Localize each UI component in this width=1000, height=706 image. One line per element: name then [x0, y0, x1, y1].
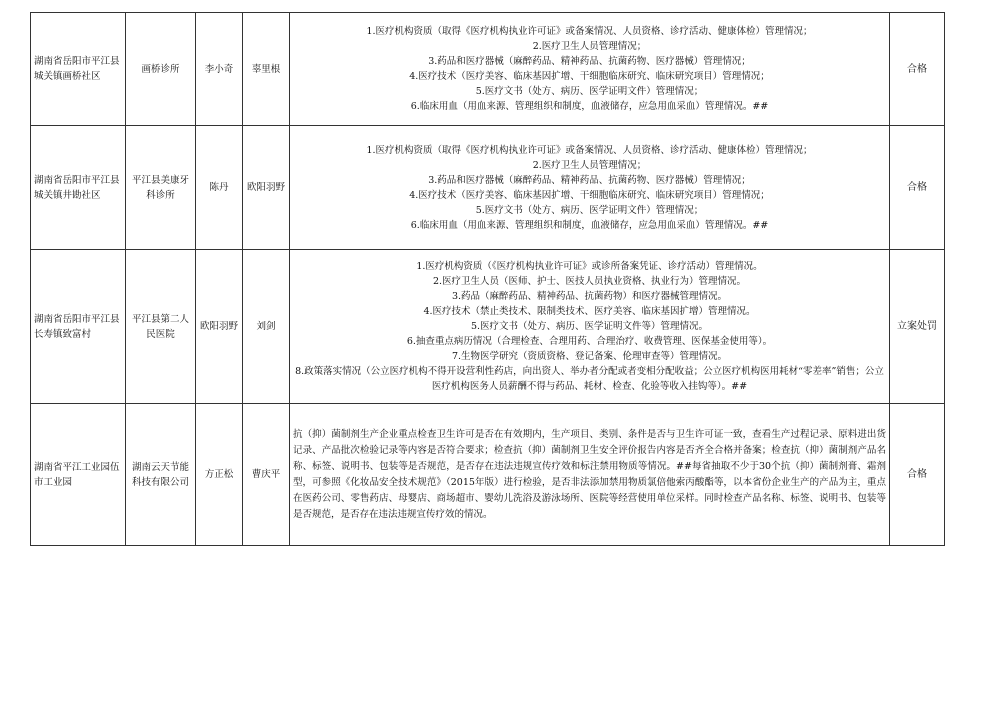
inspection-item: 1.医疗机构资质（取得《医疗机构执业许可证》或备案情况、人员资格、诊疗活动、健康体检）管理情况；: [366, 144, 813, 156]
inspection-items-cell: [290, 250, 890, 404]
inspection-items-cell: [290, 404, 890, 546]
location-cell: 湖南省岳阳市平江县城关镇井勘社区: [31, 126, 126, 250]
result-cell: 立案处罚: [890, 250, 945, 404]
result-cell: 合格: [890, 13, 945, 126]
inspection-item: 6.临床用血（用血来源、管理组织和制度，血液储存，应急用血采血）管理情况。##: [410, 219, 769, 231]
person-cell: 欧阳羽野: [196, 250, 243, 404]
inspection-item: 2.医疗卫生人员管理情况；: [532, 41, 647, 52]
inspection-item: 2.医疗卫生人员（医师、护士、医技人员执业资格、执业行为）管理情况。: [432, 276, 747, 287]
inspection-item: 3.药品（麻醉药品、精神药品、抗菌药物）和医疗器械管理情况。: [451, 291, 728, 302]
inspection-item: 4.医疗技术（医疗美容、临床基因扩增、干细胞临床研究、临床研究项目）管理情况；: [409, 189, 770, 201]
inspection-item: 6.临床用血（用血来源、管理组织和制度，血液储存，应急用血采血）管理情况。##: [410, 101, 769, 112]
location-cell: 湖南省平江工业园伍市工业园: [31, 404, 126, 546]
inspection-item: 4.医疗技术（医疗美容、临床基因扩增、干细胞临床研究、临床研究项目）管理情况；: [409, 71, 770, 82]
inspection-item: 3.药品和医疗器械（麻醉药品、精神药品、抗菌药物、医疗器械）管理情况；: [428, 56, 751, 67]
inspection-table: [30, 12, 945, 546]
inspector-cell: 曹庆平: [243, 404, 290, 546]
person-cell: 方正松: [196, 404, 243, 546]
inspection-item: 7.生物医学研究（资质资格、登记备案、伦理审查等）管理情况。: [451, 351, 728, 362]
unit-cell: 平江县第二人民医院: [126, 250, 196, 404]
inspection-item: 5.医疗文书（处方、病历、医学证明文件等）管理情况。: [470, 321, 709, 332]
unit-cell: 湖南云天节能科技有限公司: [126, 404, 196, 546]
inspection-item: 5.医疗文书（处方、病历、医学证明文件）管理情况；: [475, 204, 704, 216]
inspection-item: 8.政策落实情况（公立医疗机构不得开设营利性药店，向出资人、举办者分配或者变相分配收益；公立医疗机构医用耗材“零差率”销售；公立医疗机构医务人员薪酬不得与药品、耗材、检查、化验等收入挂钩等）。##: [295, 366, 884, 392]
inspection-item: 5.医疗文书（处方、病历、医学证明文件）管理情况；: [475, 86, 704, 97]
inspector-cell: 刘剑: [243, 250, 290, 404]
inspector-cell: 欧阳羽野: [243, 126, 290, 250]
inspector-cell: 辜里根: [243, 13, 290, 126]
inspection-item: 2.医疗卫生人员管理情况；: [532, 159, 647, 171]
result-cell: 合格: [890, 126, 945, 250]
table-row: [31, 13, 945, 126]
inspection-items-cell: [290, 126, 890, 250]
inspection-items-cell: [290, 13, 890, 126]
table-row: [31, 126, 945, 250]
inspection-item: 抗（抑）菌制剂生产企业重点检查卫生许可是否在有效期内，生产项目、类别、条件是否与卫生许可证一致，查看生产过程记录、原料进出货记录、产品批次检验记录等内容是否符合要求；检查抗（抑）菌制剂卫生安全评价报告内容是否齐全合格并备案；检查抗（抑）菌制剂产品名称、标签、说明书、包装等是否规范，是否存在违法违规宣传疗效和标注禁用物质等情况。##每省抽取不少于30个抗（抑）菌制剂膏、霜剂型，可参照《化妆品安全技术规范》（2015年版）进行检验，是否非法添加禁用物质氯倍他索丙酸酯等，以本省份企业生产的产品为主，重点在医药公司、零售药店、母婴店、商场超市、婴幼儿洗浴及游泳场所、医院等经营使用单位采样。同时检查产品名称、标签、说明书、包装等是否规范，是否存在违法违规宣传疗效的情况。: [293, 428, 886, 520]
person-cell: 李小奇: [196, 13, 243, 126]
location-cell: 湖南省岳阳市平江县城关镇画桥社区: [31, 13, 126, 126]
location-cell: 湖南省岳阳市平江县长寿镇致富村: [31, 250, 126, 404]
person-cell: 陈丹: [196, 126, 243, 250]
table-row: [31, 404, 945, 546]
inspection-item: 1.医疗机构资质（取得《医疗机构执业许可证》或备案情况、人员资格、诊疗活动、健康体检）管理情况；: [366, 26, 813, 37]
unit-cell: 画桥诊所: [126, 13, 196, 126]
inspection-item: 6.抽查重点病历情况（合理检查、合理用药、合理治疗、收费管理、医保基金使用等）。: [406, 336, 773, 347]
result-cell: 合格: [890, 404, 945, 546]
inspection-item: 1.医疗机构资质（《医疗机构执业许可证》或诊所备案凭证、诊疗活动）管理情况。: [416, 261, 763, 272]
inspection-item: 4.医疗技术（禁止类技术、限制类技术、医疗美容、临床基因扩增）管理情况。: [423, 306, 756, 317]
inspection-item: 3.药品和医疗器械（麻醉药品、精神药品、抗菌药物、医疗器械）管理情况；: [428, 174, 751, 186]
table-row: [31, 250, 945, 404]
unit-cell: 平江县美康牙科诊所: [126, 126, 196, 250]
